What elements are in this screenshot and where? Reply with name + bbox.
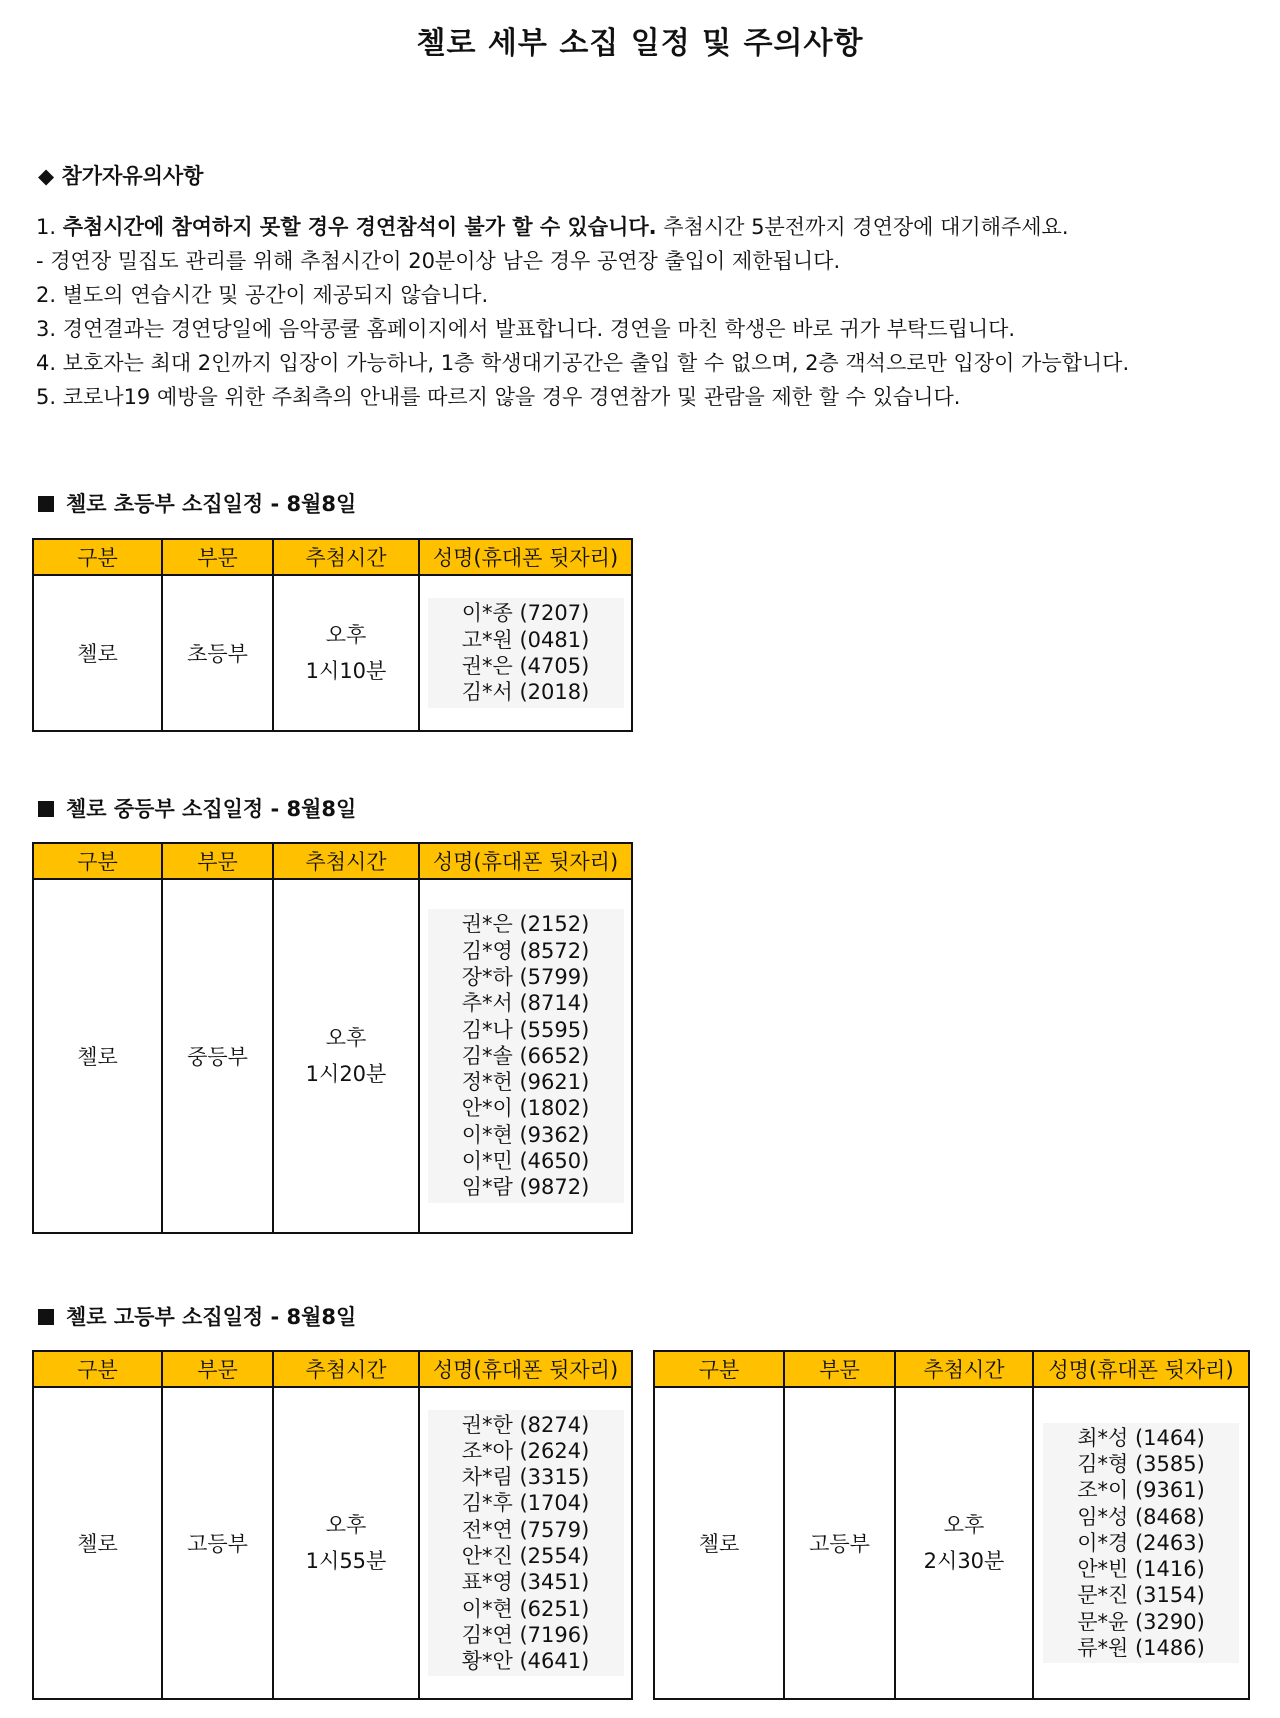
participant-name: 안*진 (2554) (461, 1544, 590, 1568)
notice-text: 2. 별도의 연습시간 및 공간이 제공되지 않습니다. (36, 283, 489, 307)
header-category: 구분 (654, 1351, 784, 1387)
participant-name: 이*현 (6251) (461, 1596, 590, 1621)
participant-name: 이*민 (4650) (461, 1149, 590, 1174)
high-schedule-table-1 (32, 1350, 633, 1700)
participant-name: 김*형 (3585) (1077, 1451, 1205, 1476)
draw-time-value: 1시10분 (305, 659, 387, 683)
division-cell: 초등부 (162, 575, 273, 731)
names-cell (1033, 1387, 1249, 1699)
participant-name: 김*서 (2018) (461, 680, 590, 705)
notice-line (36, 346, 1256, 380)
draw-time-period: 오후 (325, 623, 367, 647)
draw-time-value: 1시55분 (305, 1549, 387, 1573)
draw-time-cell (895, 1387, 1033, 1699)
table-header-row (33, 1351, 632, 1387)
notice-line (36, 312, 1256, 346)
names-list (1043, 1423, 1239, 1664)
notice-line (36, 278, 1256, 312)
square-bullet-icon (38, 496, 54, 512)
participant-name: 권*은 (2152) (461, 912, 590, 937)
category-cell: 첼로 (33, 575, 162, 731)
draw-time-cell (273, 1387, 419, 1699)
participant-name: 류*원 (1486) (1077, 1636, 1205, 1661)
participant-name: 이*종 (7207) (461, 601, 590, 626)
participant-name: 김*연 (7196) (461, 1622, 590, 1647)
participant-name: 표*영 (3451) (461, 1570, 590, 1595)
middle-heading-text: 첼로 중등부 소집일정 - 8월8일 (66, 797, 357, 821)
draw-time-period: 오후 (325, 1513, 367, 1537)
header-division: 부문 (162, 539, 273, 575)
division-cell: 고등부 (784, 1387, 895, 1699)
notice-text: 추첨시간 5분전까지 경연장에 대기해주세요. (656, 215, 1069, 239)
participant-name: 이*현 (9362) (461, 1122, 590, 1147)
category-cell: 첼로 (33, 1387, 162, 1699)
participant-name: 문*윤 (3290) (1077, 1609, 1205, 1634)
names-cell (419, 575, 632, 731)
header-draw-time: 추첨시간 (273, 539, 419, 575)
participant-name: 조*이 (9361) (1077, 1478, 1205, 1503)
participant-name: 조*아 (2624) (461, 1438, 590, 1463)
participant-name: 이*경 (2463) (1077, 1530, 1205, 1555)
participant-name: 김*솔 (6652) (461, 1043, 590, 1068)
participant-name: 임*성 (8468) (1077, 1504, 1205, 1529)
participant-name: 김*나 (5595) (461, 1017, 590, 1042)
square-bullet-icon (38, 801, 54, 817)
participant-name: 최*성 (1464) (1077, 1425, 1205, 1450)
category-cell: 첼로 (654, 1387, 784, 1699)
table-header-row (33, 539, 632, 575)
header-names: 성명(휴대폰 뒷자리) (419, 1351, 632, 1387)
notice-text: 5. 코로나19 예방을 위한 주최측의 안내를 따르지 않을 경우 경연참가 및 관람을 제한 할 수 있습니다. (36, 385, 961, 409)
participant-name: 장*하 (5799) (461, 964, 590, 989)
participant-name: 전*연 (7579) (461, 1517, 590, 1542)
draw-time-period: 오후 (325, 1026, 367, 1050)
notice-text: 3. 경연결과는 경연당일에 음악콩쿨 홈페이지에서 발표합니다. 경연을 마친 학생은 바로 귀가 부탁드립니다. (36, 317, 1016, 341)
draw-time-period: 오후 (943, 1513, 985, 1537)
elementary-schedule-table (32, 538, 633, 732)
table-row (33, 879, 632, 1233)
participant-name: 권*한 (8274) (461, 1412, 590, 1437)
notice-line (36, 380, 1256, 414)
notice-list (36, 210, 1256, 414)
high-heading-text: 첼로 고등부 소집일정 - 8월8일 (66, 1305, 357, 1329)
notice-text: 4. 보호자는 최대 2인까지 입장이 가능하나, 1층 학생대기공간은 출입 할 수 없으며, 2층 객석으로만 입장이 가능합니다. (36, 351, 1130, 375)
notice-heading: ◆ 참가자유의사항 (38, 164, 204, 188)
header-category: 구분 (33, 1351, 162, 1387)
header-category: 구분 (33, 843, 162, 879)
header-draw-time: 추첨시간 (273, 843, 419, 879)
names-cell (419, 879, 632, 1233)
table-row (654, 1387, 1249, 1699)
elementary-heading-text: 첼로 초등부 소집일정 - 8월8일 (66, 492, 357, 516)
table-header-row (33, 843, 632, 879)
high-schedule-table-2 (653, 1350, 1250, 1700)
participant-name: 김*영 (8572) (461, 938, 590, 963)
participant-name: 추*서 (8714) (461, 991, 590, 1016)
participant-name: 임*람 (9872) (461, 1175, 590, 1200)
header-names: 성명(휴대폰 뒷자리) (419, 539, 632, 575)
header-division: 부문 (162, 843, 273, 879)
table-header-row (654, 1351, 1249, 1387)
header-category: 구분 (33, 539, 162, 575)
header-names: 성명(휴대폰 뒷자리) (419, 843, 632, 879)
participant-name: 황*안 (4641) (461, 1649, 590, 1674)
notice-text: - 경연장 밀집도 관리를 위해 추첨시간이 20분이상 남은 경우 공연장 출입이 제한됩니다. (36, 249, 841, 273)
participant-name: 문*진 (3154) (1077, 1583, 1205, 1608)
notice-line (36, 244, 1256, 278)
participant-name: 안*이 (1802) (461, 1096, 590, 1121)
names-list (428, 909, 624, 1202)
table-row (33, 575, 632, 731)
category-cell: 첼로 (33, 879, 162, 1233)
participant-name: 김*후 (1704) (461, 1491, 590, 1516)
names-cell (419, 1387, 632, 1699)
header-names: 성명(휴대폰 뒷자리) (1033, 1351, 1249, 1387)
names-list (428, 1410, 624, 1677)
notice-prefix: 1. (36, 215, 63, 239)
draw-time-value: 1시20분 (305, 1062, 387, 1086)
high-section-heading (38, 1301, 356, 1331)
header-draw-time: 추첨시간 (273, 1351, 419, 1387)
middle-schedule-table (32, 842, 633, 1234)
names-list (428, 598, 624, 707)
division-cell: 고등부 (162, 1387, 273, 1699)
participant-name: 고*원 (0481) (461, 627, 590, 652)
division-cell: 중등부 (162, 879, 273, 1233)
header-draw-time: 추첨시간 (895, 1351, 1033, 1387)
draw-time-value: 2시30분 (923, 1549, 1005, 1573)
header-division: 부문 (784, 1351, 895, 1387)
header-division: 부문 (162, 1351, 273, 1387)
participant-name: 안*빈 (1416) (1077, 1557, 1205, 1582)
notice-bold-text: 추첨시간에 참여하지 못할 경우 경연참석이 불가 할 수 있습니다. (62, 215, 657, 239)
table-row (33, 1387, 632, 1699)
elementary-section-heading (38, 488, 356, 518)
participant-name: 정*헌 (9621) (461, 1070, 590, 1095)
participant-name: 차*림 (3315) (461, 1465, 590, 1490)
participant-name: 권*은 (4705) (461, 654, 590, 678)
square-bullet-icon (38, 1309, 54, 1325)
draw-time-cell (273, 879, 419, 1233)
middle-section-heading (38, 793, 356, 823)
page-title: 첼로 세부 소집 일정 및 주의사항 (416, 26, 864, 61)
notice-line (36, 210, 1256, 244)
draw-time-cell (273, 575, 419, 731)
